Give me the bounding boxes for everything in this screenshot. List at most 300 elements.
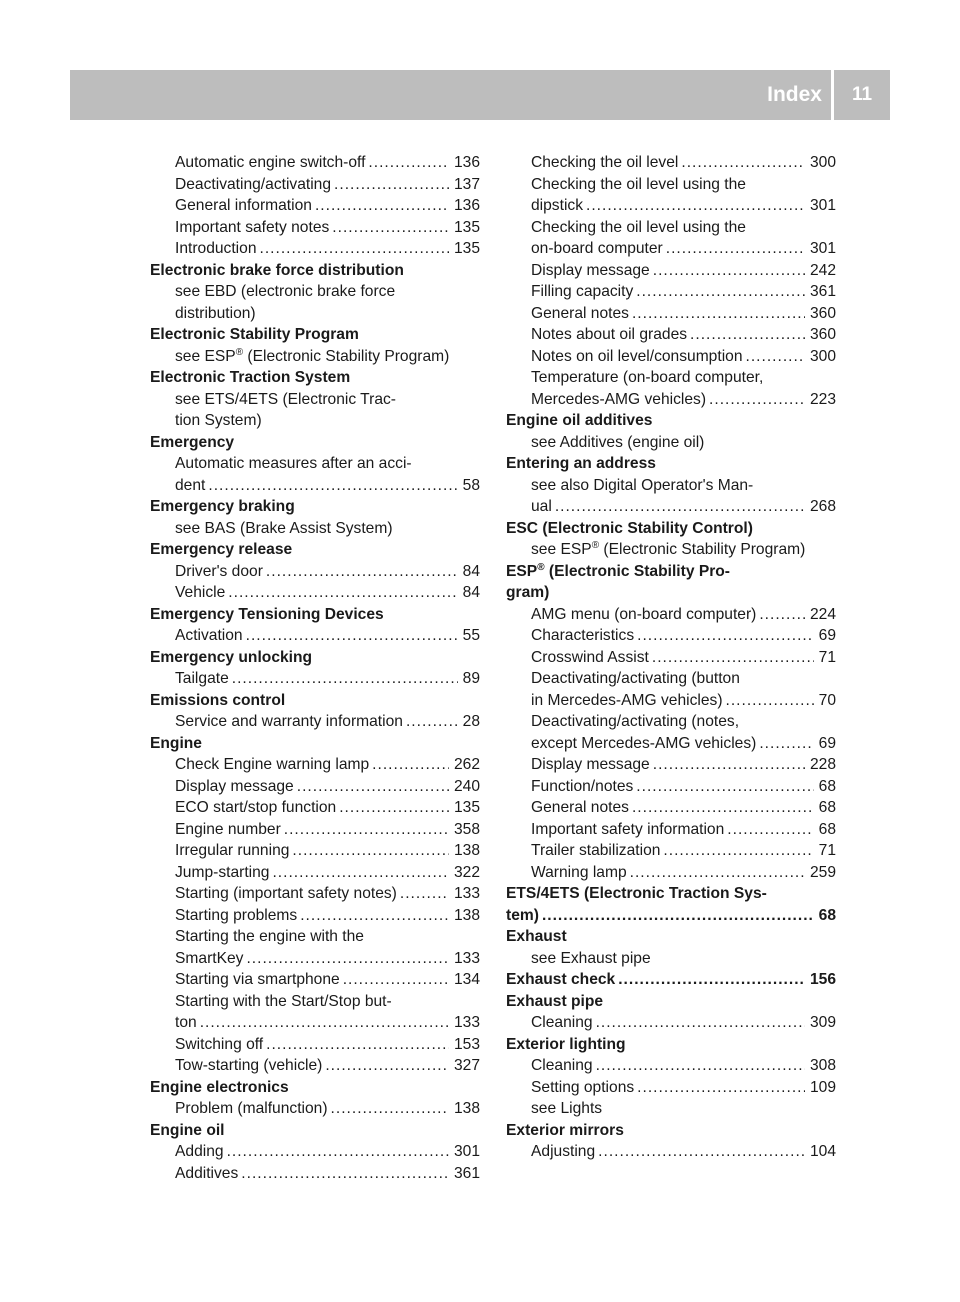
index-heading [150,1120,480,1142]
page-title: Index [767,83,822,106]
dot-leader [228,582,457,604]
index-entry-text: see ETS/4ETS (Electronic Trac- [175,390,396,408]
index-heading [150,324,480,346]
index-entry-text: dent [175,476,206,494]
page-reference: 242 [809,261,836,279]
dot-leader [368,152,449,174]
page-reference: 361 [809,283,836,300]
dot-leader [343,969,449,991]
page-reference: 156 [809,971,836,988]
index-heading [506,1120,836,1142]
index-entry-text: see also Digital Operator's Man- [531,476,754,494]
index-column-right [506,152,836,1163]
index-entry-text: Introduction [175,240,257,257]
page-reference: 300 [809,347,836,365]
page-reference: 309 [809,1014,836,1031]
index-entry [506,217,836,239]
index-entry-text: see Lights [531,1100,603,1117]
index-entry-text: Exterior lighting [506,1035,626,1053]
index-entry-text: Notes on oil level/consumption [531,347,743,365]
dot-leader [325,1055,449,1077]
page-reference: 301 [809,197,836,214]
dot-leader [632,303,805,325]
page-reference: 268 [809,498,836,515]
dot-leader [227,1141,449,1163]
index-entry-text: Notes about oil grades [531,326,688,343]
index-heading [150,647,480,669]
index-entry-text: Important safety information [531,820,725,838]
index-entry-text: Checking the oil level using the [531,218,746,236]
index-entry [150,389,480,411]
index-entry [506,174,836,196]
index-entry-text: Activation [175,627,243,644]
dot-leader [246,948,449,970]
index-entry-text: General notes [531,799,629,816]
index-entry-text: Deactivating/activating (notes, [531,713,740,730]
index-entry [506,1098,836,1120]
index-entry [506,668,836,690]
index-entry-text: on-board computer [531,240,663,257]
dot-leader [315,195,449,217]
page-reference: 135 [453,240,480,257]
index-entry [150,969,480,991]
dot-leader [332,217,449,239]
index-entry-text: ual [531,498,552,515]
dot-leader [653,260,805,282]
index-entry [150,195,480,217]
dot-leader [331,1098,449,1120]
index-entry [506,819,836,841]
page-reference: 28 [462,713,480,730]
page-reference: 68 [818,906,836,924]
index-entry [506,496,836,518]
page-reference: 133 [453,949,480,967]
page-reference: 138 [453,1100,480,1117]
index-entry-text: Cleaning [531,1057,593,1074]
index-entry-text: Starting with the Start/Stop but- [175,992,392,1010]
index-entry-text: Starting the engine with the [175,928,364,945]
index-entry [150,776,480,798]
index-entry-text: Exterior mirrors [506,1121,624,1139]
page-reference: 327 [453,1057,480,1074]
index-heading [150,690,480,712]
dot-leader [586,195,805,217]
index-entry-text: Function/notes [531,777,634,795]
index-entry-text: Engine number [175,820,281,838]
dot-leader [618,969,805,991]
index-entry-text: Engine electronics [150,1078,289,1096]
index-entry-text: Starting problems [175,906,298,924]
index-entry-text: Trailer stabilization [531,842,661,859]
dot-leader [596,1012,805,1034]
index-entry-text: ECO start/stop function [175,799,337,816]
index-heading [506,518,836,540]
index-entry [506,733,836,755]
index-entry [150,238,480,260]
index-heading [150,733,480,755]
dot-leader [759,733,813,755]
index-entry-text: Starting via smartphone [175,971,340,988]
page-reference: 358 [453,820,480,838]
page-reference: 71 [818,648,836,666]
index-entry [150,174,480,196]
index-entry-text: Temperature (on-board computer, [531,369,764,386]
dot-leader [652,647,814,669]
dot-leader [759,604,805,626]
dot-leader [637,625,814,647]
dot-leader [727,819,813,841]
page-number: 11 [851,84,873,105]
page-reference: 136 [453,154,480,171]
index-heading [506,905,836,927]
index-entry-text: Warning lamp [531,863,627,881]
index-entry-text: Automatic engine switch-off [175,154,366,171]
index-entry [150,1163,480,1185]
page-reference: 135 [453,218,480,236]
index-entry-text: General notes [531,304,629,322]
index-entry [150,303,480,325]
dot-leader [632,797,814,819]
index-entry-text: Automatic measures after an acci- [175,455,412,472]
index-entry-text: Electronic Traction System [150,369,351,386]
dot-leader [266,561,458,583]
page-reference: 68 [818,777,836,795]
index-entry [506,948,836,970]
index-entry [506,152,836,174]
dot-leader [726,690,814,712]
index-entry [150,862,480,884]
index-entry [506,647,836,669]
index-entry [150,582,480,604]
index-entry-text: dipstick [531,197,583,214]
index-entry-text: Engine oil additives [506,412,653,429]
page-reference: 109 [809,1078,836,1096]
page-reference: 136 [453,197,480,214]
dot-leader [636,281,805,303]
index-entry-text: see ESP® (Electronic Stability Program) [175,346,450,365]
index-entry-text: Emissions control [150,691,286,709]
page-reference: 89 [462,670,480,687]
index-entry [506,690,836,712]
index-heading [506,453,836,475]
index-heading [506,582,836,604]
index-entry [506,711,836,733]
index-entry-text: Adjusting [531,1143,596,1160]
index-entry [506,625,836,647]
index-entry [506,367,836,389]
index-entry [150,561,480,583]
index-entry [150,1055,480,1077]
page-reference: 301 [453,1143,480,1160]
index-entry [506,432,836,454]
index-entry [150,1012,480,1034]
index-entry [150,991,480,1013]
index-entry [506,260,836,282]
index-entry-text: Deactivating/activating (button [531,670,740,687]
dot-leader [406,711,458,733]
dot-leader [339,797,449,819]
index-entry-text: Adding [175,1143,224,1160]
dot-leader [746,346,805,368]
dot-leader [681,152,805,174]
page-reference: 361 [453,1164,480,1182]
index-heading [506,991,836,1013]
index-entry [150,518,480,540]
index-entry-text: Display message [175,777,294,795]
dot-leader [200,1012,449,1034]
index-entry [150,625,480,647]
index-entry [150,797,480,819]
page-reference: 301 [809,240,836,257]
page-reference: 153 [453,1035,480,1053]
index-entry-text: Emergency [150,433,235,451]
index-entry [506,389,836,411]
index-entry-text: Switching off [175,1035,264,1053]
index-entry-text: Check Engine warning lamp [175,756,370,773]
index-entry-text: Crosswind Assist [531,648,649,666]
index-entry [150,754,480,776]
index-entry [150,711,480,733]
index-entry-text: Deactivating/activating [175,175,332,193]
index-entry-text: see BAS (Brake Assist System) [175,519,393,537]
dot-leader [334,174,449,196]
dot-leader [653,754,805,776]
dot-leader [372,754,449,776]
page-reference: 224 [809,605,836,623]
index-heading [506,883,836,905]
index-entry-text: Important safety notes [175,218,330,236]
index-entry [150,926,480,948]
index-entry [506,604,836,626]
index-heading [150,432,480,454]
index-heading [506,410,836,432]
index-entry [150,281,480,303]
index-entry [506,346,836,368]
index-entry [506,1141,836,1163]
index-heading [506,926,836,948]
dot-leader [663,840,813,862]
page-reference: 104 [809,1143,836,1160]
index-entry [506,1012,836,1034]
page-reference: 240 [453,777,480,795]
index-entry-text: Cleaning [531,1014,593,1031]
index-heading [506,561,836,583]
index-entry-text: Engine [150,734,202,752]
index-entry-text: ESP® (Electronic Stability Pro- [506,561,731,580]
index-heading [150,1077,480,1099]
index-heading [150,496,480,518]
index-heading [150,539,480,561]
page-reference: 360 [809,326,836,343]
index-entry-text: Characteristics [531,627,635,644]
dot-leader [241,1163,449,1185]
dot-leader [292,840,449,862]
page-reference: 135 [453,799,480,816]
page-reference: 322 [453,863,480,881]
page-reference: 133 [453,885,480,902]
dot-leader [300,905,449,927]
index-entry-text: except Mercedes-AMG vehicles) [531,734,757,752]
index-entry-text: Additives [175,1164,239,1182]
index-entry [506,1055,836,1077]
index-entry-text: Driver's door [175,562,263,580]
index-entry-text: Problem (malfunction) [175,1100,328,1117]
index-entry-text: Tow-starting (vehicle) [175,1057,323,1074]
index-entry [506,281,836,303]
index-entry [506,324,836,346]
index-entry-text: SmartKey [175,949,244,967]
index-entry [150,410,480,432]
index-entry-text: Emergency braking [150,498,295,515]
index-heading [150,604,480,626]
dot-leader [637,1077,805,1099]
index-entry-text: ton [175,1014,197,1031]
page-reference: 228 [809,756,836,773]
index-entry-text: Jump-starting [175,863,270,881]
index-heading [150,260,480,282]
index-entry [506,303,836,325]
index-entry-text: see EBD (electronic brake force [175,283,396,300]
dot-leader [555,496,805,518]
dot-leader [690,324,805,346]
index-entry [506,238,836,260]
index-entry-text: Exhaust pipe [506,992,604,1010]
index-entry-text: tem) [506,906,539,924]
index-entry-text: see ESP® (Electronic Stability Program) [531,539,806,558]
index-entry-text: distribution) [175,304,256,322]
dot-leader [598,1141,805,1163]
index-entry-text: Electronic brake force distribution [150,261,404,279]
index-entry-text: AMG menu (on-board computer) [531,605,757,623]
dot-leader [272,862,449,884]
index-entry-text: Entering an address [506,455,656,472]
index-heading [150,367,480,389]
index-entry [506,797,836,819]
index-entry-text: Emergency unlocking [150,648,313,666]
index-entry [150,1141,480,1163]
index-entry-text: Engine oil [150,1121,225,1139]
index-entry [150,668,480,690]
page-reference: 262 [453,756,480,773]
index-entry [506,862,836,884]
index-entry-text: tion System) [175,412,262,429]
page-reference: 69 [818,734,836,752]
page-reference: 223 [809,390,836,408]
index-entry [506,1077,836,1099]
page-reference: 259 [809,863,836,881]
index-entry-text: Filling capacity [531,283,634,300]
dot-leader [266,1034,449,1056]
page-reference: 133 [453,1014,480,1031]
index-entry-text: see Additives (engine oil) [531,433,705,451]
page-reference: 71 [818,842,836,859]
index-entry-text: General information [175,197,312,214]
page-reference: 68 [818,820,836,838]
dot-leader [596,1055,805,1077]
index-entry [506,776,836,798]
index-entry-text: Tailgate [175,670,229,687]
index-entry [506,754,836,776]
dot-leader [284,819,449,841]
index-entry-text: Service and warranty information [175,713,403,730]
index-entry-text: gram) [506,584,550,601]
index-entry-text: Electronic Stability Program [150,326,359,343]
dot-leader [246,625,458,647]
index-entry [506,195,836,217]
index-heading [506,969,836,991]
page-reference: 84 [462,562,480,580]
dot-leader [297,776,449,798]
index-entry-text: Exhaust check [506,971,616,988]
index-entry-text: Exhaust [506,928,567,945]
index-entry-text: Display message [531,756,650,773]
index-entry [150,905,480,927]
index-entry [150,453,480,475]
index-entry [150,152,480,174]
page-reference: 138 [453,842,480,859]
page-reference: 68 [818,799,836,816]
index-entry-text: ESC (Electronic Stability Control) [506,519,753,537]
index-entry [150,346,480,368]
index-entry [506,539,836,561]
index-entry-text: in Mercedes-AMG vehicles) [531,691,723,709]
page-reference: 360 [809,304,836,322]
dot-leader [630,862,805,884]
page-reference: 69 [818,627,836,644]
index-entry [150,840,480,862]
index-entry [150,1098,480,1120]
index-entry-text: Emergency Tensioning Devices [150,605,384,623]
index-entry [150,819,480,841]
index-entry-text: Emergency release [150,541,293,558]
dot-leader [542,905,814,927]
index-entry [150,883,480,905]
index-entry-text: ETS/4ETS (Electronic Traction Sys- [506,885,767,902]
page-reference: 134 [453,971,480,988]
index-entry-text: Starting (important safety notes) [175,885,397,902]
dot-leader [400,883,449,905]
index-entry-text: see Exhaust pipe [531,949,651,967]
dot-leader [636,776,813,798]
dot-leader [666,238,805,260]
index-entry [150,217,480,239]
index-entry-text: Setting options [531,1078,635,1096]
page-reference: 308 [809,1057,836,1074]
index-entry-text: Vehicle [175,584,226,601]
index-entry [150,475,480,497]
index-column-left [150,152,480,1184]
index-entry-text: Display message [531,261,650,279]
dot-leader [260,238,449,260]
index-entry-text: Checking the oil level using the [531,175,746,193]
index-entry-text: Irregular running [175,842,290,859]
page-reference: 55 [462,627,480,644]
index-entry [150,948,480,970]
page-reference: 300 [809,154,836,171]
page-reference: 70 [818,691,836,709]
page-reference: 58 [462,476,480,494]
index-heading [506,1034,836,1056]
dot-leader [709,389,805,411]
page-reference: 84 [462,584,480,601]
index-entry [506,840,836,862]
page-reference: 138 [453,906,480,924]
index-entry-text: Checking the oil level [531,154,679,171]
page-reference: 137 [453,175,480,193]
index-entry-text: Mercedes-AMG vehicles) [531,390,707,408]
index-entry [506,475,836,497]
index-entry [150,1034,480,1056]
